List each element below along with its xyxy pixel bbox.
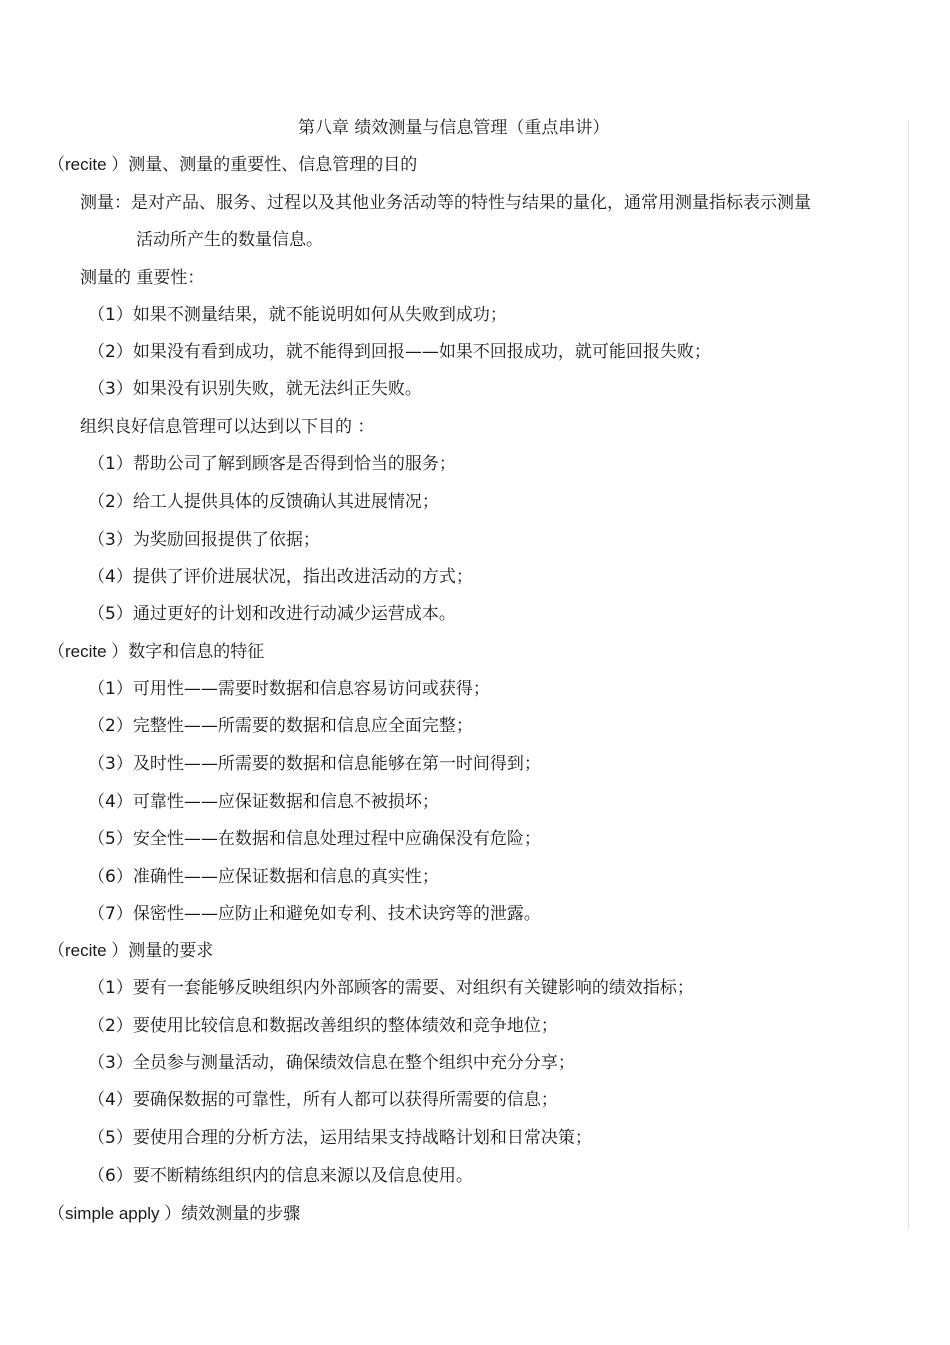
list-item: （1）如果不测量结果，就不能说明如何从失败到成功；: [88, 305, 507, 325]
list-item: （2）要使用比较信息和数据改善组织的整体绩效和竞争地位；: [88, 1016, 558, 1036]
list-item: （2）如果没有看到成功，就不能得到回报——如果不回报成功，就可能回报失败；: [88, 342, 711, 362]
section-tag: （recite ）: [48, 642, 129, 661]
section-heading-text: 测量、测量的重要性、信息管理的目的: [128, 155, 418, 175]
list-item: （1）要有一套能够反映组织内外部顾客的需要、对组织有关键影响的绩效指标；: [88, 978, 694, 998]
margin-rule: [908, 120, 909, 1230]
section-tag: （simple apply ）: [48, 1204, 182, 1223]
list-item: （3）及时性——所需要的数据和信息能够在第一时间得到；: [88, 754, 541, 774]
list-item: （6）准确性——应保证数据和信息的真实性；: [88, 867, 439, 887]
section-heading-text: 数字和信息的特征: [128, 642, 265, 662]
list-item: （1）可用性——需要时数据和信息容易访问或获得；: [88, 679, 490, 699]
section-heading: [48, 640, 264, 664]
definition-line-continued: 活动所产生的数量信息。: [136, 230, 323, 250]
section-tag: （recite ）: [48, 941, 129, 960]
section-heading-text: 绩效测量的步骤: [181, 1204, 301, 1224]
list-item: （5）通过更好的计划和改进行动减少运营成本。: [88, 604, 456, 624]
list-item: （3）如果没有识别失败，就无法纠正失败。: [88, 379, 422, 399]
list-item: （5）安全性——在数据和信息处理过程中应确保没有危险；: [88, 829, 541, 849]
section-heading: [48, 939, 213, 963]
list-item: （4）提供了评价进展状况，指出改进活动的方式；: [88, 567, 473, 587]
section-heading-text: 测量的要求: [128, 941, 214, 961]
list-item: （2）完整性——所需要的数据和信息应全面完整；: [88, 716, 473, 736]
list-item: （4）可靠性——应保证数据和信息不被损坏；: [88, 792, 439, 812]
section-heading: [48, 153, 417, 177]
list-item: （4）要确保数据的可靠性，所有人都可以获得所需要的信息；: [88, 1090, 558, 1110]
list-item: （7）保密性——应防止和避免如专利、技术诀窍等的泄露。: [88, 904, 541, 924]
list-item: （3）为奖励回报提供了依据；: [88, 530, 320, 550]
definition-line: 测量：是对产品、服务、过程以及其他业务活动等的特性与结果的量化，通常用测量指标表示测量: [80, 193, 811, 213]
section-tag: （recite ）: [48, 155, 129, 174]
list-item: （5）要使用合理的分析方法，运用结果支持战略计划和日常决策；: [88, 1128, 592, 1148]
chapter-title: 第八章 绩效测量与信息管理（重点串讲）: [298, 118, 610, 138]
list-item: （6）要不断精练组织内的信息来源以及信息使用。: [88, 1166, 473, 1186]
purpose-label: 组织良好信息管理可以达到以下目的 ：: [80, 417, 375, 437]
list-item: （2）给工人提供具体的反馈确认其进展情况；: [88, 492, 439, 512]
list-item: （1）帮助公司了解到顾客是否得到恰当的服务；: [88, 454, 456, 474]
section-heading: [48, 1202, 300, 1226]
importance-label: 测量的 重要性：: [80, 268, 205, 288]
list-item: （3）全员参与测量活动，确保绩效信息在整个组织中充分分享；: [88, 1053, 575, 1073]
